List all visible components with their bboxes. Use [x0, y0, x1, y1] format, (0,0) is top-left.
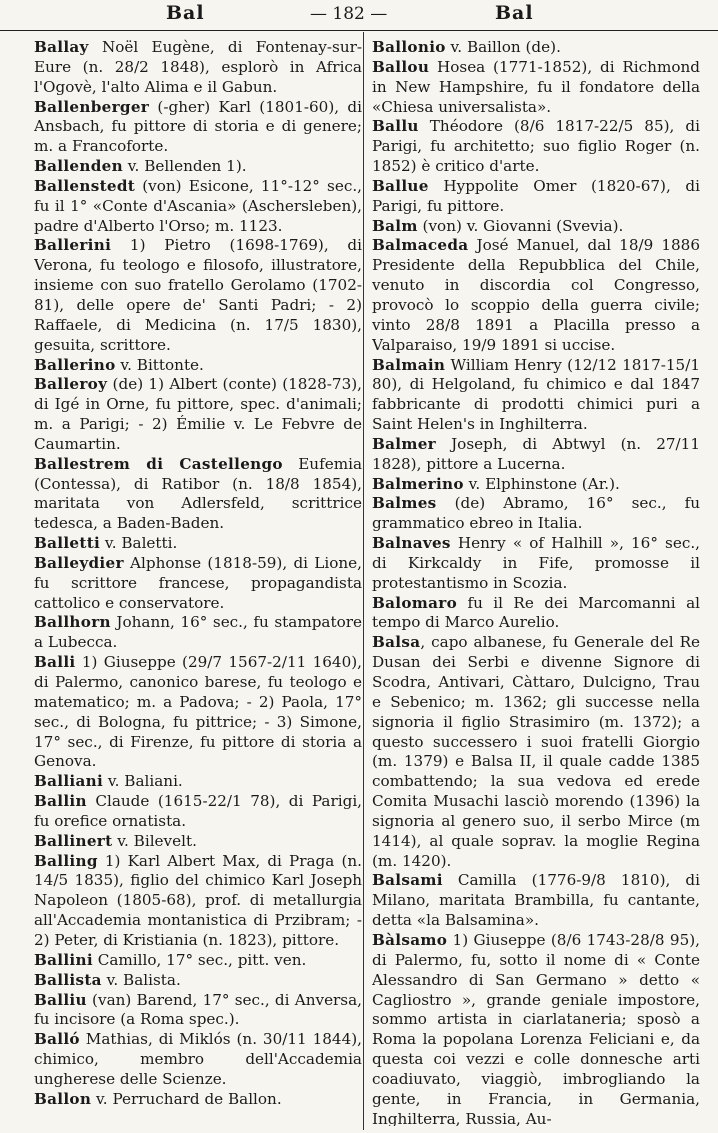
- dictionary-entry: [34, 991, 362, 1031]
- dictionary-entry: [372, 871, 700, 931]
- entry-headword: Balomaro: [372, 593, 458, 612]
- dictionary-entry: [372, 931, 700, 1126]
- entry-headword: Ballhorn: [34, 613, 111, 632]
- entry-text: 1) Giuseppe (8/6 1743-28/8 95), di Palermo, fu, sotto il nome di « Conte Alessandro di San Germano » detto « Cagliostro », grande geniale impostore, sommo artista in ciarlataneria; sposò a Roma la popolana Lorenza Feliciani e, da questa coi vezzi e colle donnesche arti coadiuvato, viaggiò, imbrogliando la gente, in Francia, in Germania, Inghilterra, Russia, Au-: [372, 930, 700, 1126]
- left-column: [34, 38, 362, 1126]
- header-left-guideword: Bal: [166, 2, 205, 24]
- entry-text: Hosea (1771-1852), di Richmond in New Hampshire, fu il fondatore della «Chiesa universalista».: [372, 57, 700, 116]
- dictionary-entry: [34, 375, 362, 454]
- entry-headword: Ballue: [372, 176, 429, 195]
- dictionary-entry: [34, 534, 362, 554]
- dictionary-entry: [34, 792, 362, 832]
- dictionary-entry: [372, 117, 700, 177]
- entry-headword: Balmes: [372, 494, 437, 513]
- entry-text: v. Baletti.: [100, 534, 178, 553]
- page-header: [0, 0, 718, 31]
- entry-headword: Ballonio: [372, 38, 446, 56]
- dictionary-entry: [34, 157, 362, 177]
- entry-text: Henry « of Halhill », 16° sec., di Kirkcaldy in Fife, promosse il protestantismo in Scozia.: [372, 534, 700, 592]
- dictionary-entry: [372, 534, 700, 594]
- entry-headword: Bàlsamo: [372, 930, 448, 949]
- dictionary-entry: [34, 613, 362, 653]
- entry-headword: Ballenstedt: [34, 176, 136, 195]
- right-column: [372, 38, 700, 1126]
- entry-headword: Ballerini: [34, 236, 112, 255]
- dictionary-entry: [34, 772, 362, 792]
- dictionary-entry: [34, 98, 362, 158]
- entry-text: Noël Eugène, di Fontenay-sur-Eure (n. 28/2 1848), esplorò in Africa l'Ogovè, l'alto Alima e il Gabun.: [34, 38, 362, 96]
- entry-headword: Ballerino: [34, 355, 116, 374]
- dictionary-entry: [34, 971, 362, 991]
- entry-text: v. Bellenden 1).: [122, 157, 247, 176]
- dictionary-entry: [34, 951, 362, 971]
- dictionary-entry: [372, 494, 700, 534]
- entry-headword: Balmer: [372, 434, 436, 453]
- dictionary-entry: [34, 554, 362, 614]
- dictionary-entry: [34, 38, 362, 98]
- dictionary-entry: [372, 38, 700, 58]
- entry-headword: Balnaves: [372, 534, 451, 553]
- entry-text: Théodore (8/6 1817-22/5 85), di Parigi, fu architetto; suo figlio Roger (n. 1852) è critico d'arte.: [372, 117, 700, 176]
- dictionary-entry: [34, 832, 362, 852]
- entry-text: v. Perruchard de Ballon.: [91, 1089, 282, 1108]
- entry-text: (von) Esicone, 11°-12° sec., fu il 1° «Conte d'Ascania» (Aschersleben), padre d'Alberto l'Orso; m. 1123.: [34, 176, 362, 235]
- entry-headword: Balling: [34, 851, 98, 870]
- entry-headword: Balli: [34, 653, 76, 672]
- entry-text: Mathias, di Miklós (n. 30/11 1844), chimico, membro dell'Accademia ungherese delle Scienze.: [34, 1030, 362, 1088]
- entry-text: Alphonse (1818-59), di Lione, fu scrittore francese, propagandista cattolico e conservatore.: [34, 553, 362, 612]
- entry-text: (-gher) Karl (1801-60), di Ansbach, fu pittore di storia e di genere; m. a Francoforte.: [34, 97, 362, 156]
- entry-text: 1) Karl Albert Max, di Praga (n. 14/5 1835), figlio del chimico Karl Joseph Napoleon (1805-68), prof. di metallurgia all'Accademia montanistica di Przibram; - 2) Peter, di Kristiania (n. 1823), pittore.: [34, 851, 362, 949]
- entry-headword: Balliu: [34, 990, 87, 1009]
- dictionary-entry: [372, 435, 700, 475]
- entry-text: 1) Giuseppe (29/7 1567-2/11 1640), di Palermo, canonico barese, fu teologo e matematico; m. a Padova; - 2) Paola, 17° sec., di Bologna, fu pittrice; - 3) Simone, 17° sec., di Firenze, fu pittore di storia a Genova.: [34, 653, 362, 771]
- entry-text: Hyppolite Omer (1820-67), di Parigi, fu pittore.: [372, 176, 700, 215]
- entry-text: Johann, 16° sec., fu stampatore a Lubecca.: [34, 613, 362, 652]
- dictionary-entry: [372, 236, 700, 355]
- entry-headword: Ballay: [34, 38, 89, 56]
- entry-text: v. Baliani.: [103, 772, 183, 791]
- entry-text: , capo albanese, fu Generale del Re Dusan dei Serbi e divenne Signore di Scodra, Antivari, Càttaro, Dulcigno, Trau e Sebenico; m. 1362; gli successe nella signoria il figlio Strasimiro (m. 1372); a questo successero i suoi fratelli Giorgio (m. 1379) e Balsa II, il quale cadde 1385 combattendo; la sua vedova ed erede Comita Musachi lasciò morendo (1396) la signoria al genero suo, il serbo Mirce (m 1414), al quale soprav. la moglie Regina (m. 1420).: [372, 633, 700, 870]
- dictionary-entry: [34, 852, 362, 951]
- entry-text: Joseph, di Abtwyl (n. 27/11 1828), pittore a Lucerna.: [372, 434, 700, 473]
- entry-headword: Ballu: [372, 117, 419, 136]
- entry-text: fu il Re dei Marcomanni al tempo di Marco Aurelio.: [372, 593, 700, 632]
- entry-headword: Balm: [372, 216, 418, 235]
- entry-text: (van) Barend, 17° sec., di Anversa, fu incisore (a Roma spec.).: [34, 990, 362, 1029]
- dictionary-entry: [372, 475, 700, 495]
- entry-headword: Balleydier: [34, 553, 124, 572]
- dictionary-entry: [34, 356, 362, 376]
- entry-headword: Balsami: [372, 871, 443, 890]
- dictionary-entry: [34, 177, 362, 237]
- entry-headword: Balliani: [34, 772, 104, 791]
- dictionary-entry: [34, 653, 362, 772]
- entry-headword: Balleroy: [34, 375, 108, 394]
- entry-headword: Ballinert: [34, 831, 113, 850]
- entry-text: v. Baillon (de).: [445, 38, 561, 56]
- dictionary-entry: [34, 1090, 362, 1110]
- entry-headword: Ballenberger: [34, 97, 150, 116]
- entry-headword: Balletti: [34, 534, 101, 553]
- entry-text: Eufemia (Contessa), di Ratibor (n. 18/8 1854), maritata von Adlersfeld, scrittrice tedesca, a Baden-Baden.: [34, 454, 362, 533]
- dictionary-entry: [34, 236, 362, 355]
- entry-text: v. Bilevelt.: [112, 831, 197, 850]
- entry-headword: Ballon: [34, 1089, 92, 1108]
- entry-text: (von) v. Giovanni (Svevia).: [417, 216, 624, 235]
- entry-text: Camillo, 17° sec., pitt. ven.: [92, 950, 307, 969]
- entry-headword: Balsa: [372, 633, 421, 652]
- entry-headword: Ballenden: [34, 157, 123, 176]
- entry-headword: Ballestrem di Castellengo: [34, 454, 283, 473]
- entry-headword: Ballou: [372, 57, 430, 76]
- entry-headword: Balmerino: [372, 474, 464, 493]
- entry-text: William Henry (12/12 1817-15/1 80), di Helgoland, fu chimico e dal 1847 fabbricante di prodotti chimici puri a Saint Helen's in Inghilterra.: [372, 355, 700, 434]
- entry-headword: Ballin: [34, 792, 87, 811]
- dictionary-entry: [372, 58, 700, 118]
- entry-text: José Manuel, dal 18/9 1886 Presidente della Repubblica del Chile, venuto in discordia col Congresso, provocò lo scoppio della guerra civile; vinto 28/8 1891 a Placilla presso a Valparaiso, 19/9 1891 si uccise.: [372, 236, 700, 354]
- entry-text: v. Bittonte.: [115, 355, 204, 374]
- dictionary-entry: [372, 356, 700, 435]
- page-number: — 182 —: [310, 4, 388, 24]
- dictionary-entry: [372, 217, 700, 237]
- entry-text: 1) Pietro (1698-1769), di Verona, fu teologo e filosofo, illustratore, insieme con suo fratello Gerolamo (1702-81), delle opere de' Santi Padri; - 2) Raffaele, di Medicina (n. 17/5 1830), gesuita, scrittore.: [34, 236, 362, 354]
- entry-headword: Ballista: [34, 970, 102, 989]
- column-divider: [363, 32, 364, 1130]
- entry-text: v. Elphinstone (Ar.).: [463, 474, 620, 493]
- dictionary-entry: [34, 455, 362, 534]
- dictionary-entry: [372, 594, 700, 634]
- dictionary-entry: [372, 177, 700, 217]
- dictionary-entry: [34, 1030, 362, 1090]
- entry-headword: Balmaceda: [372, 236, 469, 255]
- header-right-guideword: Bal: [495, 2, 534, 24]
- entry-text: (de) 1) Albert (conte) (1828-73), di Igé in Orne, fu pittore, spec. d'animali; m. a Parigi; - 2) Émilie v. Le Febvre de Caumartin.: [34, 375, 362, 453]
- entry-text: (de) Abramo, 16° sec., fu grammatico ebreo in Italia.: [372, 494, 700, 533]
- dictionary-entry: [372, 633, 700, 871]
- entry-headword: Balmain: [372, 355, 446, 374]
- entry-text: Claude (1615-22/1 78), di Parigi, fu orefice ornatista.: [34, 792, 362, 830]
- entry-headword: Ballini: [34, 950, 93, 969]
- entry-headword: Balló: [34, 1030, 80, 1049]
- entry-text: Camilla (1776-9/8 1810), di Milano, maritata Brambilla, fu cantante, detta «la Balsamina».: [372, 871, 700, 930]
- entry-text: v. Balista.: [101, 970, 181, 989]
